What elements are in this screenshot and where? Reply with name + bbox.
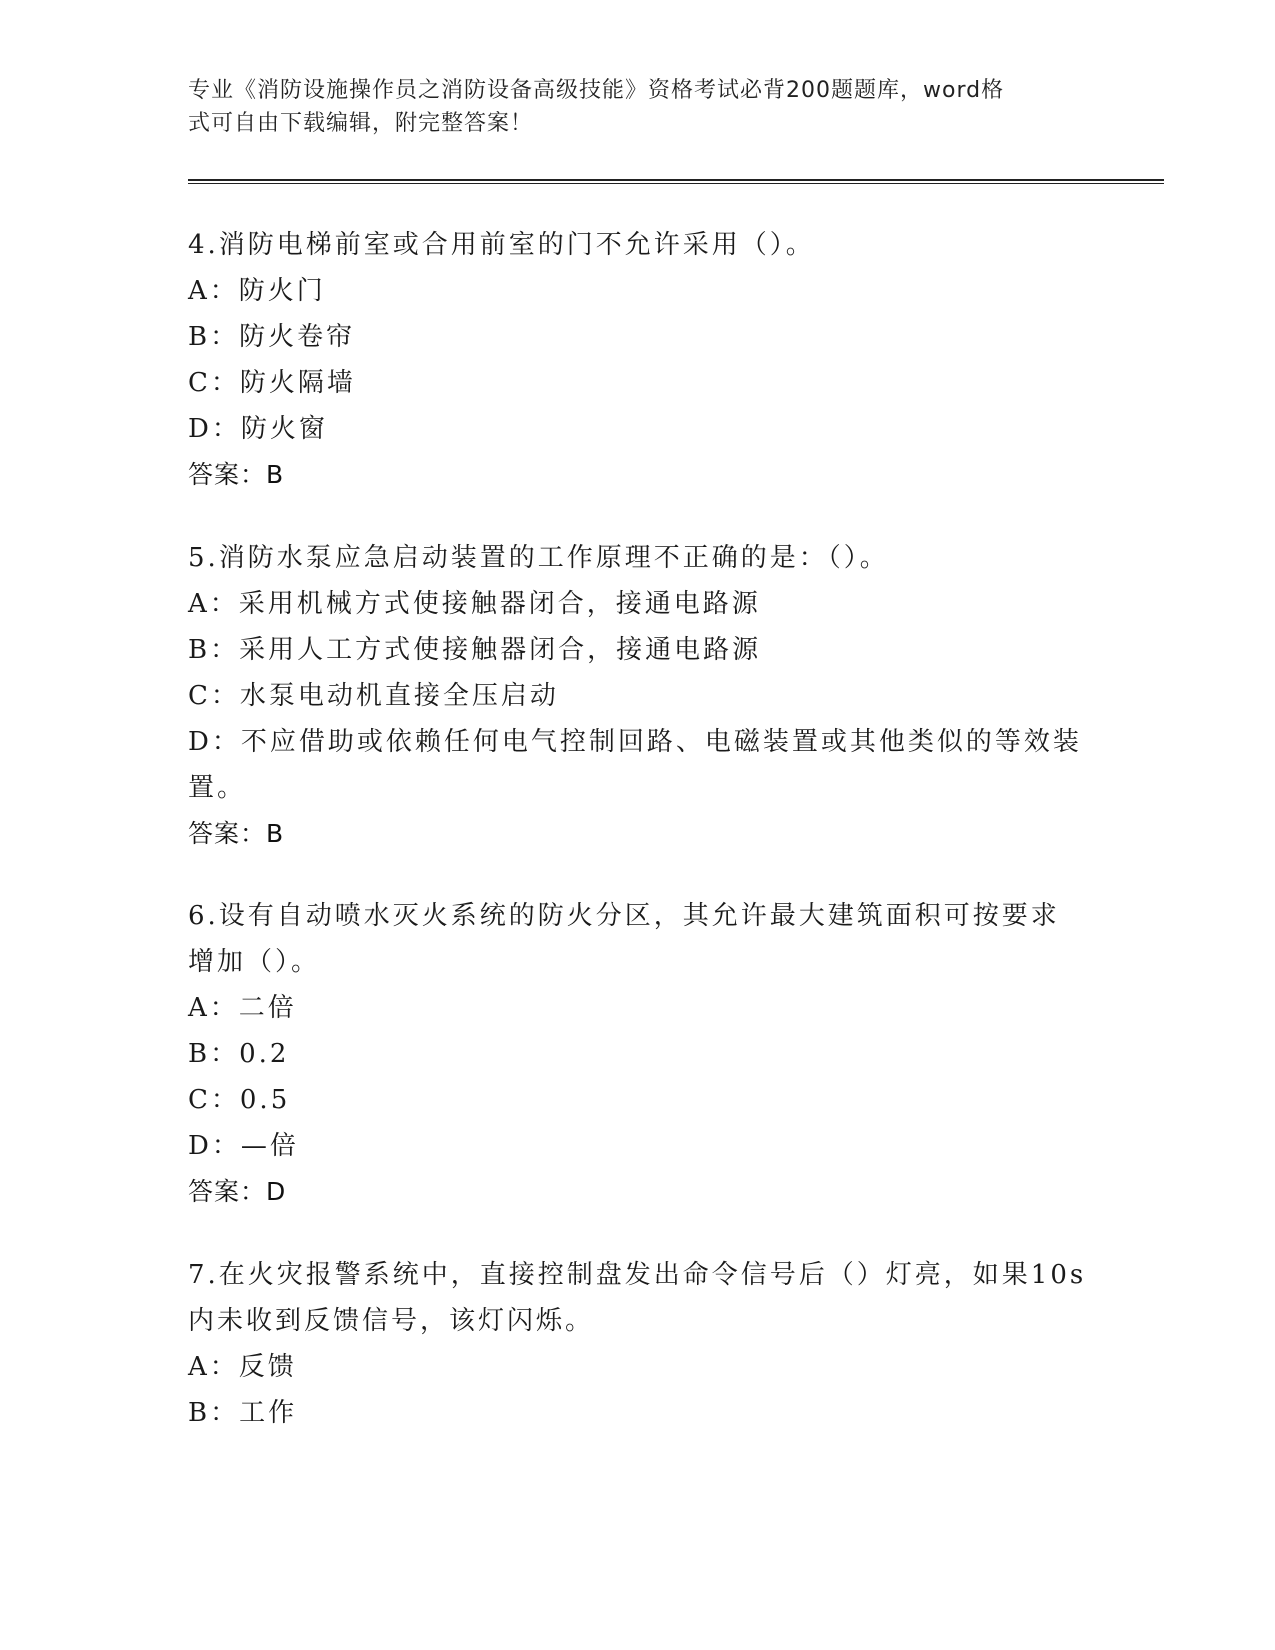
question-stem: 7.在火灾报警系统中，直接控制盘发出命令信号后（）灯亮，如果10s	[188, 1260, 1087, 1290]
answer: 答案：B	[188, 819, 285, 848]
answer: 答案：B	[188, 460, 285, 489]
option-c: C：0.5	[188, 1085, 291, 1115]
question-stem-continued: 增加（）。	[188, 947, 321, 977]
option-b: B：工作	[188, 1398, 298, 1428]
question-stem: 6.设有自动喷水灭火系统的防火分区，其允许最大建筑面积可按要求	[188, 901, 1060, 931]
option-b: B：0.2	[188, 1039, 290, 1069]
option-c: C：防火隔墙	[188, 368, 356, 398]
option-d: D：防火窗	[188, 414, 328, 444]
option-b: B：防火卷帘	[188, 322, 356, 352]
document-header	[188, 74, 1068, 140]
question-4	[188, 222, 1088, 498]
header-line-2: 式可自由下载编辑，附完整答案！	[188, 111, 534, 136]
header-divider	[188, 179, 1164, 184]
option-a: A：反馈	[188, 1352, 297, 1382]
question-stem-continued: 内未收到反馈信号，该灯闪烁。	[188, 1306, 595, 1336]
option-c: C：水泵电动机直接全压启动	[188, 681, 559, 711]
question-stem: 5.消防水泵应急启动装置的工作原理不正确的是：（）。	[188, 543, 889, 573]
option-a: A：采用机械方式使接触器闭合，接通电路源	[188, 589, 761, 619]
answer: 答案：D	[188, 1177, 287, 1206]
option-a: A：防火门	[188, 276, 326, 306]
question-5	[188, 535, 1088, 857]
option-d: D：不应借助或依赖任何电气控制回路、电磁装置或其他类似的等效装	[188, 727, 1082, 757]
option-b: B：采用人工方式使接触器闭合，接通电路源	[188, 635, 762, 665]
option-d-continued: 置。	[188, 773, 247, 803]
question-stem: 4.消防电梯前室或合用前室的门不允许采用（）。	[188, 230, 815, 260]
option-d: D：—倍	[188, 1131, 299, 1161]
question-7	[188, 1252, 1088, 1436]
question-6	[188, 893, 1088, 1215]
header-line-1: 专业《消防设施操作员之消防设备高级技能》资格考试必背200题题库，word格	[188, 78, 1005, 103]
option-a: A：二倍	[188, 993, 297, 1023]
